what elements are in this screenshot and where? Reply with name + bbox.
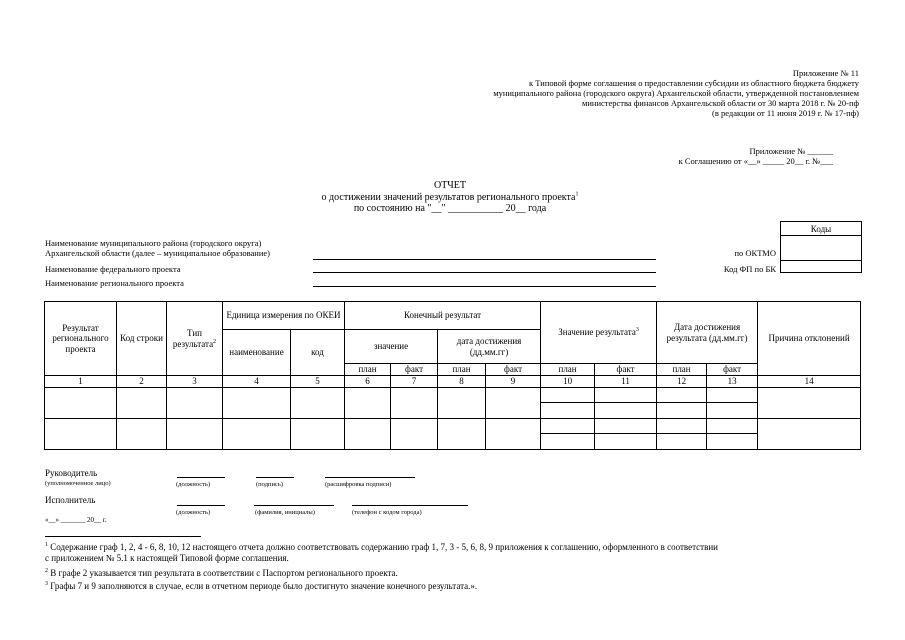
footnote-3: $^3$ Графы 7 и 9 заполняются в случае, если в отчетном периоде было достигнуто значение конечного результата.». [45, 581, 478, 591]
col-number: 6 [345, 376, 391, 388]
appendix-line: муниципального района (городского округа) Архангельской области, утвержденной постановлением [493, 88, 859, 98]
head-label: Руководитель [45, 468, 98, 478]
table-cell[interactable] [657, 403, 707, 419]
table-cell[interactable] [541, 388, 595, 403]
table-cell[interactable] [595, 403, 657, 419]
executor-fio-caption: (фамилия, инициалы) [255, 509, 315, 516]
oktmo-code-cell[interactable] [781, 236, 862, 261]
head-position-caption: (должность) [176, 481, 211, 488]
table-cell[interactable] [758, 419, 861, 450]
table-cell[interactable] [486, 388, 541, 419]
table-cell[interactable] [657, 419, 707, 434]
col-number: 5 [291, 376, 345, 388]
appendix-number: Приложение № 11 [792, 68, 859, 78]
table-cell[interactable] [345, 388, 391, 419]
header-fact: факт [707, 364, 758, 376]
table-cell[interactable] [45, 388, 117, 419]
table-cell[interactable] [167, 419, 223, 450]
table-cell[interactable] [541, 419, 595, 434]
regional-project-label: Наименование регионального проекта [45, 278, 184, 288]
col-number: 13 [707, 376, 758, 388]
oktmo-label: по ОКТМО [734, 248, 776, 258]
head-signature-caption: (подпись) [256, 481, 283, 488]
agreement-reference [533, 146, 833, 166]
fp-code-cell[interactable] [781, 261, 862, 273]
header-code: Код строки [117, 302, 167, 376]
head-decode-line[interactable] [325, 477, 415, 478]
executor-label: Исполнитель [45, 495, 96, 505]
executor-phone-caption: (телефон с кодом города) [352, 509, 422, 516]
col-number: 4 [223, 376, 291, 388]
table-row [45, 419, 861, 434]
appendix-line: министерства финансов Архангельской области от 30 марта 2018 г. № 20-пф [581, 98, 859, 108]
table-cell[interactable] [45, 419, 117, 450]
table-cell[interactable] [345, 419, 391, 450]
appendix-header [299, 68, 859, 118]
header-result-value: Значение результата$^3$ [541, 302, 657, 364]
column-numbers-row [45, 376, 861, 388]
header-type: Тип результата$^2$ [167, 302, 223, 376]
header-fact: факт [391, 364, 438, 376]
table-cell[interactable] [657, 434, 707, 450]
table-cell[interactable] [595, 434, 657, 450]
municipality-line[interactable] [313, 259, 656, 260]
col-number: 3 [167, 376, 223, 388]
footnote-1: $^1$ Содержание граф 1, 2, 4 - 6, 8, 10, 12 настоящего отчета должно соответствовать содержанию граф 1, 7, 3 - 5, 6, 8, 9 приложения к соглашению, оформленного в соответствии с приложением № 5.1 к настоящей Типовой форме соглашения. [45, 542, 718, 563]
footnote-2: $^2$ В графе 2 указывается тип результата в соответствии с Паспортом регионального проекта. [45, 568, 398, 578]
executor-phone-line[interactable] [352, 505, 468, 506]
table-cell[interactable] [223, 419, 291, 450]
header-plan: план [657, 364, 707, 376]
col-number: 1 [45, 376, 117, 388]
header-fact: факт [486, 364, 541, 376]
report-date: «__» _______ 20__ г. [45, 516, 107, 524]
table-cell[interactable] [707, 434, 758, 450]
title-subject: о достижении значений результатов регионального проекта$^1$ [321, 191, 579, 203]
codes-header: Коды [781, 222, 862, 236]
col-number: 12 [657, 376, 707, 388]
col-number: 9 [486, 376, 541, 388]
header-achieve-date: Дата достижения результата (дд.мм.гг) [657, 302, 758, 364]
appendix-edition: (в редакции от 11 июня 2019 г. № 17-пф) [711, 108, 859, 118]
col-number: 11 [595, 376, 657, 388]
table-cell[interactable] [438, 419, 486, 450]
table-cell[interactable] [438, 388, 486, 419]
col-number: 14 [758, 376, 861, 388]
table-cell[interactable] [707, 419, 758, 434]
table-cell[interactable] [117, 419, 167, 450]
table-cell[interactable] [541, 434, 595, 450]
executor-position-line[interactable] [177, 505, 225, 506]
header-final-date: дата достижения (дд.мм.гг) [438, 330, 541, 364]
table-cell[interactable] [657, 388, 707, 403]
table-cell[interactable] [707, 403, 758, 419]
executor-position-caption: (должность) [176, 509, 211, 516]
col-number: 10 [541, 376, 595, 388]
table-cell[interactable] [223, 388, 291, 419]
table-cell[interactable] [595, 419, 657, 434]
head-sub-label: (уполномоченное лицо) [45, 480, 111, 487]
head-position-line[interactable] [177, 477, 225, 478]
table-cell[interactable] [117, 388, 167, 419]
table-cell[interactable] [167, 388, 223, 419]
municipality-label-2: Архангельской области (далее – муниципальное образование) [45, 248, 271, 258]
table-cell[interactable] [291, 388, 345, 419]
municipality-label [45, 238, 270, 258]
title-report: ОТЧЕТ [433, 180, 467, 191]
municipality-label-1: Наименование муниципального района (городского округа) [45, 238, 262, 248]
col-number: 8 [438, 376, 486, 388]
header-final-value: значение [345, 330, 438, 364]
federal-project-label: Наименование федерального проекта [45, 264, 181, 274]
header-unit: Единица измерения по ОКЕИ [223, 302, 345, 330]
federal-project-line[interactable] [313, 272, 656, 273]
header-plan: план [345, 364, 391, 376]
agreement-appendix: Приложение № ______ [749, 146, 833, 156]
header-reason: Причина отклонений [758, 302, 861, 376]
appendix-line: к Типовой форме соглашения о предоставлении субсидии из областного бюджета бюджету [529, 78, 859, 88]
table-cell[interactable] [758, 388, 861, 419]
table-cell[interactable] [391, 419, 438, 450]
codes-box [780, 221, 862, 273]
header-plan: план [541, 364, 595, 376]
header-unit-code: код [291, 330, 345, 376]
header-plan: план [438, 364, 486, 376]
table-cell[interactable] [541, 403, 595, 419]
regional-project-line[interactable] [313, 286, 656, 287]
col-number: 7 [391, 376, 438, 388]
header-fact: факт [595, 364, 657, 376]
table-cell[interactable] [707, 388, 758, 403]
title-date: по состоянию на "__" ___________ 20__ года [353, 203, 547, 214]
table-cell[interactable] [595, 388, 657, 403]
table-cell[interactable] [291, 419, 345, 450]
table-cell[interactable] [486, 419, 541, 450]
agreement-line: к Соглашению от «__» _____ 20__ г. №___ [678, 156, 833, 166]
col-number: 2 [117, 376, 167, 388]
footnote-separator [45, 536, 201, 537]
results-table [44, 301, 861, 450]
fp-code-label: Код ФП по БК [723, 264, 776, 274]
head-signature-line[interactable] [256, 477, 294, 478]
head-decode-caption: (расшифровка подписи) [325, 481, 392, 488]
header-unit-name: наименование [223, 330, 291, 376]
header-final-result: Конечный результат [345, 302, 541, 330]
report-title [250, 180, 650, 215]
header-result: Результат регионального проекта [45, 302, 117, 376]
table-cell[interactable] [391, 388, 438, 419]
table-row [45, 388, 861, 403]
executor-fio-line[interactable] [254, 505, 334, 506]
